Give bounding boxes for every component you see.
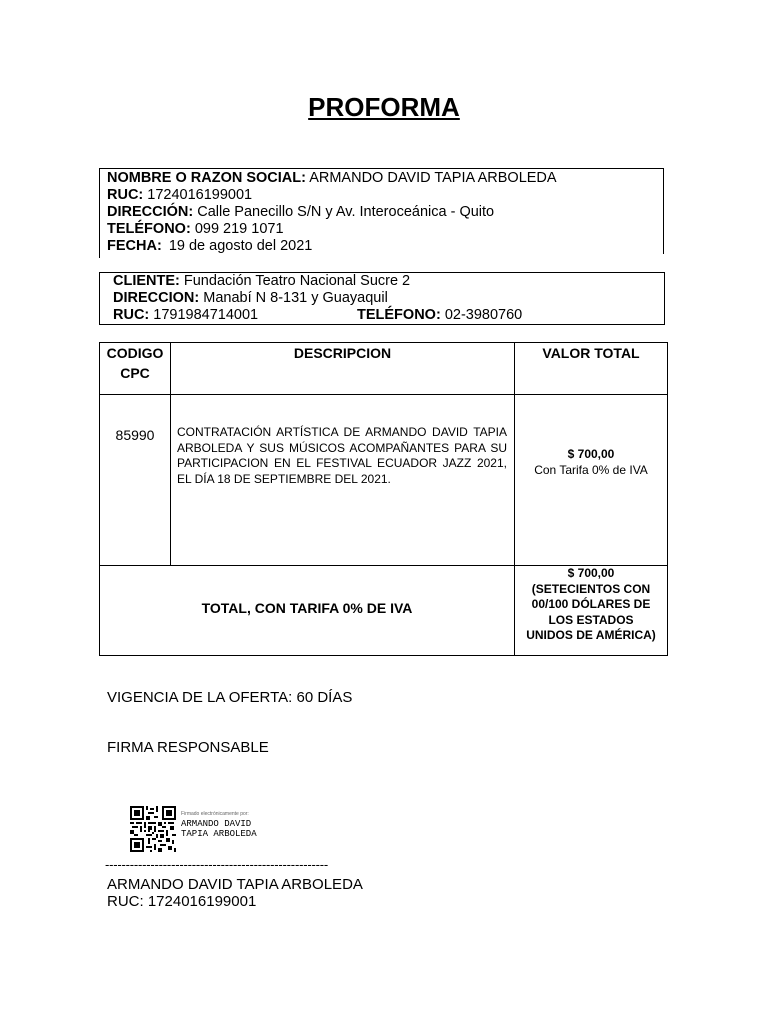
header-code-line2: CPC: [120, 365, 150, 381]
total-words-line3: LOS ESTADOS: [548, 612, 634, 627]
total-words-line2: 00/100 DÓLARES DE: [531, 597, 651, 611]
header-description: DESCRIPCION: [293, 345, 392, 361]
issuer-date-line: [107, 238, 557, 255]
issuer-date-value: 19 de agosto del 2021: [168, 238, 313, 254]
signature-rule: ------------------------------------------------------: [105, 857, 328, 872]
total-words-line4: UNIDOS DE AMÉRICA): [526, 628, 656, 642]
signature-name-line2: TAPIA ARBOLEDA: [181, 829, 257, 839]
issuer-ruc-line: [107, 187, 557, 204]
issuer-ruc-value: 1724016199001: [147, 187, 253, 203]
issuer-ruc-label: RUC:: [107, 187, 144, 203]
issuer-phone-value: 099 219 1071: [194, 221, 284, 237]
box-corner-mark: [99, 250, 100, 258]
issuer-address-line: [107, 204, 557, 221]
header-code: [100, 343, 170, 383]
signature-caption: Firmado electrónicamente por:: [181, 811, 249, 817]
total-words-line1: (SETECIENTOS CON: [531, 581, 651, 596]
signer-ruc: RUC: 1724016199001: [107, 893, 257, 910]
total-amount-block: [515, 566, 667, 644]
total-amount: $ 700,00: [567, 566, 615, 580]
client-name-value: Fundación Teatro Nacional Sucre 2: [183, 273, 411, 289]
item-amount: $ 700,00: [567, 447, 615, 461]
table-border-bottom: [99, 655, 668, 656]
item-code: 85990: [115, 427, 155, 443]
client-box: [99, 272, 665, 325]
table-col-divider-1: [170, 342, 171, 566]
table-border-right: [667, 342, 668, 656]
document-title: PROFORMA: [308, 92, 460, 122]
signature-name-line1: ARMANDO DAVID: [181, 819, 252, 829]
item-tax-note: Con Tarifa 0% de IVA: [534, 463, 648, 477]
client-phone-label: TELÉFONO:: [357, 307, 441, 323]
issuer-address-value: Calle Panecillo S/N y Av. Interoceánica - Quito: [197, 204, 495, 220]
signature-heading: FIRMA RESPONSABLE: [107, 739, 269, 756]
signer-name: ARMANDO DAVID TAPIA ARBOLEDA: [107, 876, 363, 893]
client-phone-value: 02-3980760: [444, 307, 523, 323]
client-address-line: [113, 290, 633, 307]
table-header-divider: [99, 394, 668, 395]
issuer-phone-label: TELÉFONO:: [107, 221, 191, 237]
client-phone: [357, 307, 522, 324]
item-description: CONTRATACIÓN ARTÍSTICA DE ARMANDO DAVID TAPIA ARBOLEDA Y SUS MÚSICOS ACOMPAÑANTES PARA SU PARTICIPACION EN EL FESTIVAL ECUADOR JAZZ 2021, EL DÍA 18 DE SEPTIEMBRE DEL 2021.: [177, 425, 507, 486]
total-label: TOTAL, CON TARIFA 0% DE IVA: [201, 600, 413, 616]
signature-qr-code: [130, 806, 176, 852]
header-total: VALOR TOTAL: [542, 345, 640, 361]
offer-validity: VIGENCIA DE LA OFERTA: 60 DÍAS: [107, 689, 353, 706]
client-name-label: CLIENTE:: [113, 273, 180, 289]
issuer-box: [99, 168, 664, 254]
issuer-address-label: DIRECCIÓN:: [107, 204, 194, 220]
issuer-name-line: [107, 170, 557, 187]
client-ruc-line: [113, 307, 633, 324]
client-address-label: DIRECCION:: [113, 290, 200, 306]
header-code-line1: CODIGO: [106, 345, 164, 361]
issuer-name-label: NOMBRE O RAZON SOCIAL:: [107, 170, 306, 186]
client-address-value: Manabí N 8-131 y Guayaquil: [203, 290, 388, 306]
issuer-phone-line: [107, 221, 557, 238]
issuer-date-label: FECHA:: [107, 238, 162, 254]
client-ruc-label: RUC:: [113, 307, 150, 323]
issuer-name-value: ARMANDO DAVID TAPIA ARBOLEDA: [309, 170, 557, 186]
signature-name-block: [181, 819, 257, 839]
client-ruc-value: 1791984714001: [153, 307, 259, 323]
client-name-line: [113, 273, 633, 290]
